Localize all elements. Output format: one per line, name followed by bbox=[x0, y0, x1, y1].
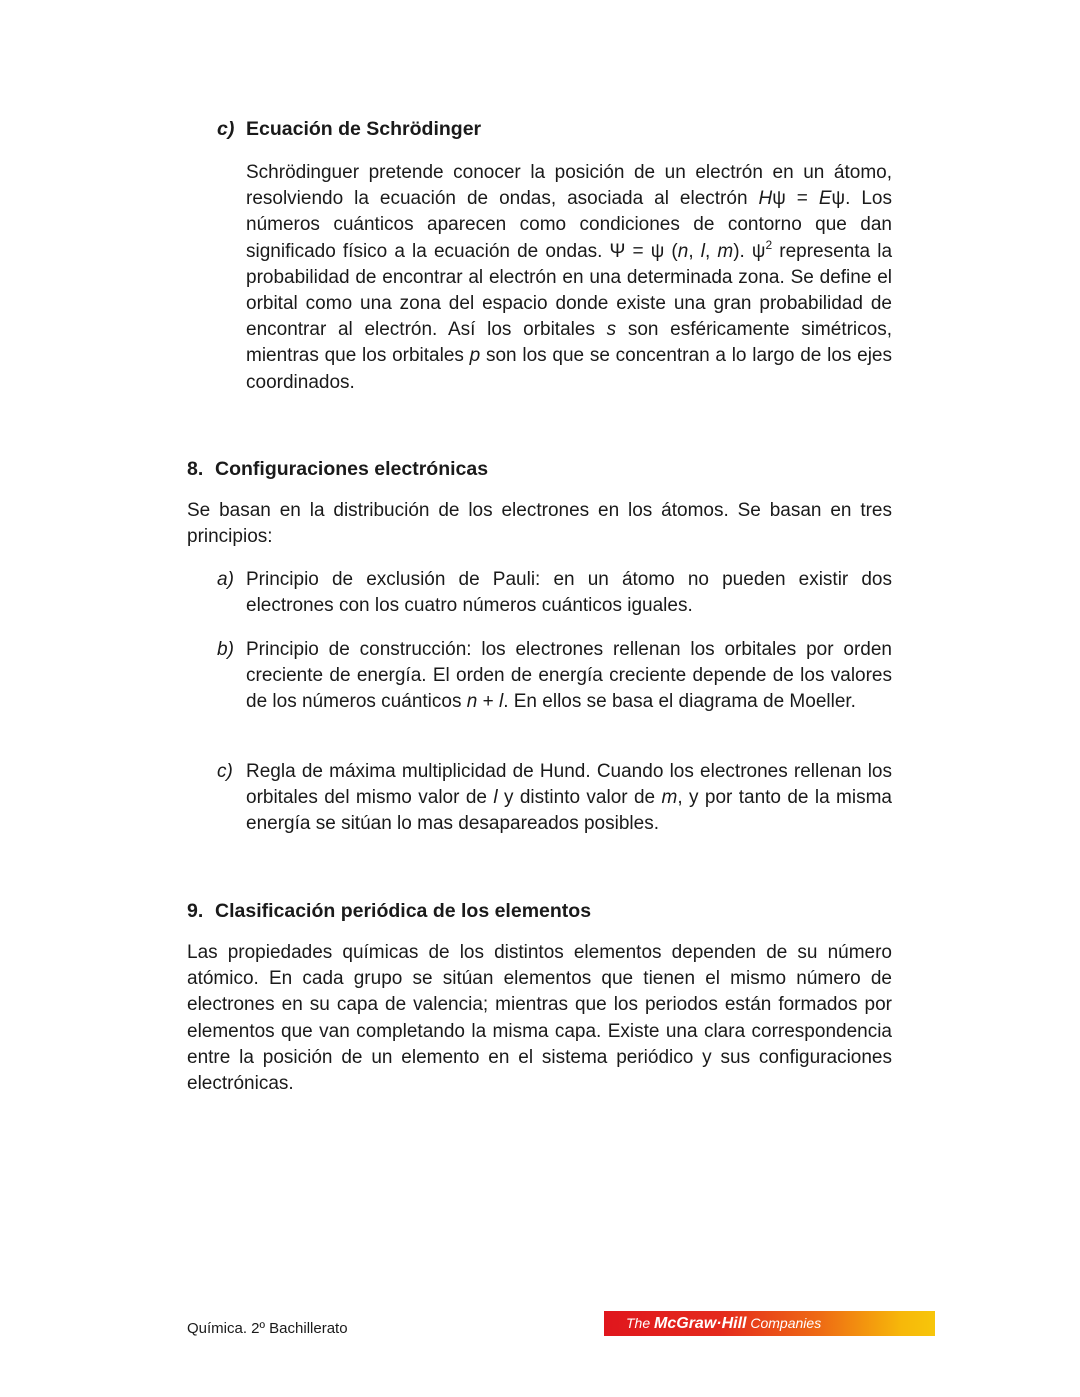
section-9-paragraph: Las propiedades químicas de los distintos elementos dependen de su número atómico. En cada grupo se sitúan elementos que tienen el mismo número de electrones en su capa de valencia; mientras que los periodos están formados por elementos que van completando la misma capa. Existe una clara correspondencia entre la posición de un elemento en el sistema periódico y sus configuraciones electrónicas. bbox=[187, 942, 892, 1095]
subsection-title: Ecuación de Schrödinger bbox=[246, 118, 482, 140]
publisher-logo bbox=[604, 1311, 935, 1336]
section-number: 8. bbox=[187, 458, 204, 480]
var-p: p bbox=[469, 345, 481, 367]
var-m: m bbox=[661, 787, 678, 809]
text-run: son los que se concentran a lo largo de los ejes coordinados. bbox=[246, 345, 892, 393]
var-l: l bbox=[700, 240, 705, 262]
var-l: l bbox=[498, 691, 504, 713]
principle-item-b bbox=[217, 637, 892, 716]
list-text bbox=[246, 759, 892, 838]
list-label: c) bbox=[217, 761, 233, 782]
subsection-heading bbox=[217, 116, 481, 142]
text-run: . En ellos se basa el diagrama de Moeller. bbox=[503, 691, 856, 713]
logo-brand: McGraw·Hill bbox=[654, 1315, 747, 1332]
text-run: ). ψ bbox=[733, 240, 766, 262]
text-run: ψ = bbox=[772, 188, 819, 210]
text-run: , y por tanto de la misma energía se sitúan lo mas desapareados posibles. bbox=[246, 787, 892, 835]
list-text bbox=[246, 637, 892, 716]
subsection-letter: c) bbox=[217, 118, 235, 140]
principle-item-a bbox=[217, 567, 892, 619]
section-8-intro: Se basan en la distribución de los electrones en los átomos. Se basan en tres principios: bbox=[187, 500, 892, 548]
text-run: , bbox=[704, 240, 718, 262]
list-text: Principio de exclusión de Pauli: en un átomo no pueden existir dos electrones con los cuatro números cuánticos iguales. bbox=[246, 569, 892, 617]
text-run: Regla de máxima multiplicidad de Hund. Cuando los electrones rellenan los orbitales del mismo valor de bbox=[246, 761, 892, 809]
logo-text: Companies bbox=[746, 1315, 822, 1331]
text-run: ψ. Los números cuánticos aparecen como condiciones de contorno que dan significado físico a la ecuación de ondas. Ψ = ψ ( bbox=[246, 188, 892, 262]
var-E: E bbox=[818, 188, 832, 210]
logo-text: The bbox=[626, 1315, 655, 1331]
text-run: y distinto valor de bbox=[497, 787, 662, 809]
text-run: Principio de construcción: los electrones rellenan los orbitales por orden creciente de energía. El orden de energía creciente depende de los valores de los números cuánticos bbox=[246, 639, 892, 713]
list-label: a) bbox=[217, 569, 234, 590]
text-run: representa la probabilidad de encontrar al electrón en una determinada zona. Se define el orbital como una zona del espacio donde existe una gran probabilidad de encontrar al electrón. Así los orbitales bbox=[246, 240, 893, 341]
section-8-heading bbox=[187, 456, 488, 482]
var-l: l bbox=[493, 787, 498, 809]
section-number: 9. bbox=[187, 900, 204, 922]
principle-item-c bbox=[217, 759, 892, 838]
section-title: Clasificación periódica de los elementos bbox=[215, 900, 592, 922]
footer-course-label: Química. 2º Bachillerato bbox=[187, 1320, 348, 1337]
section-9-heading bbox=[187, 898, 591, 924]
var-s: s bbox=[606, 319, 617, 341]
text-run: Schrödinguer pretende conocer la posición de un electrón en un átomo, resolviendo la ecuación de ondas, asociada al electrón bbox=[246, 162, 892, 210]
var-m: m bbox=[717, 240, 734, 262]
var-n: n bbox=[466, 691, 478, 713]
text-run: son esféricamente simétricos, mientras que los orbitales bbox=[246, 319, 892, 367]
text-run: , bbox=[688, 240, 701, 262]
section-title: Configuraciones electrónicas bbox=[215, 458, 489, 480]
text-run: + bbox=[477, 691, 499, 713]
var-n: n bbox=[677, 240, 689, 262]
schrodinger-paragraph bbox=[246, 160, 892, 396]
list-label: b) bbox=[217, 639, 234, 660]
superscript: 2 bbox=[765, 237, 773, 252]
var-H: H bbox=[758, 188, 773, 210]
